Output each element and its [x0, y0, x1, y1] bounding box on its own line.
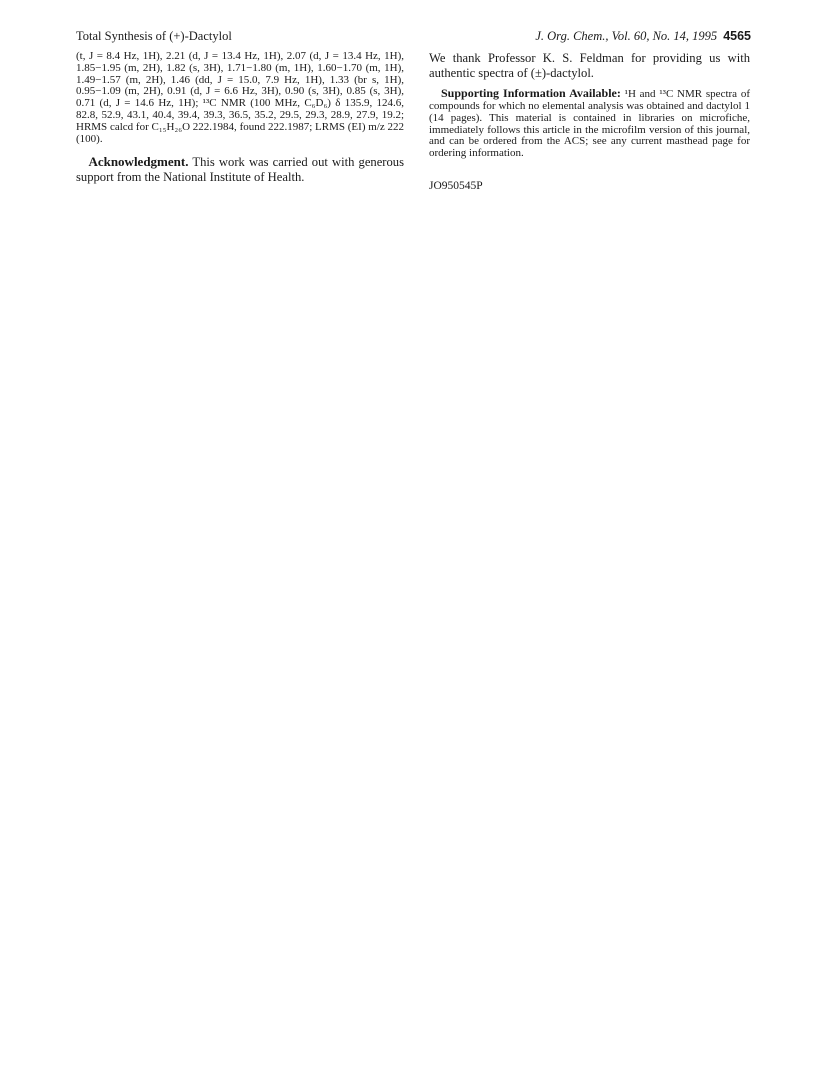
- supporting-info-heading: Supporting Information Available:: [441, 86, 621, 101]
- supporting-info-paragraph: [429, 88, 750, 160]
- right-column: [429, 51, 750, 192]
- acknowledgment-heading: Acknowledgment.: [88, 154, 189, 170]
- acknowledgment-paragraph: [76, 155, 404, 184]
- running-title: Total Synthesis of (+)-Dactylol: [76, 29, 232, 43]
- document-id: JO950545P: [429, 179, 483, 192]
- nmr-data-paragraph: (t, J = 8.4 Hz, 1H), 2.21 (d, J = 13.4 Hz, 1H), 2.07 (d, J = 13.4 Hz, 1H), 1.85−1.95 (m, 2H), 1.82 (s, 3H), 1.71−1.80 (m, 1H), 1.60−1.70 (m, 1H), 1.49−1.57 (m, 2H), 1.46 (dd, J = 15.0, 7.9 Hz, 1H), 1.33 (br s, 1H), 0.95−1.09 (m, 2H), 0.91 (d, J = 6.6 Hz, 3H), 0.90 (s, 3H), 0.85 (s, 3H), 0.71 (d, J = 14.6 Hz, 1H); ¹³C NMR (100 MHz, C₆D₆) δ 135.9, 124.6, 82.8, 52.9, 43.1, 40.4, 39.4, 39.3, 36.5, 35.2, 29.5, 29.3, 28.9, 27.9, 19.2; HRMS calcd for C₁₅H₂₆O 222.1984, found 222.1987; LRMS (EI) m/z 222 (100).: [76, 50, 404, 145]
- page-number: 4565: [723, 29, 751, 43]
- journal-name: J. Org. Chem., Vol. 60, No. 14, 1995: [535, 29, 718, 43]
- left-column: [76, 51, 404, 185]
- acknowledgment-text: This work was carried out with generous support from the National Institute of Health.: [76, 155, 404, 184]
- thanks-paragraph: We thank Professor K. S. Feldman for providing us with authentic spectra of (±)-dactylol.: [429, 51, 750, 80]
- journal-citation: [535, 29, 751, 44]
- supporting-info-text: ¹H and ¹³C NMR spectra of compounds for which no elemental analysis was obtained and dactylol 1 (14 pages). This material is contained in libraries on microfiche, immediately follows this article in the microfilm version of this journal, and can be ordered from the ACS; see any current masthead page for ordering information.: [429, 88, 750, 160]
